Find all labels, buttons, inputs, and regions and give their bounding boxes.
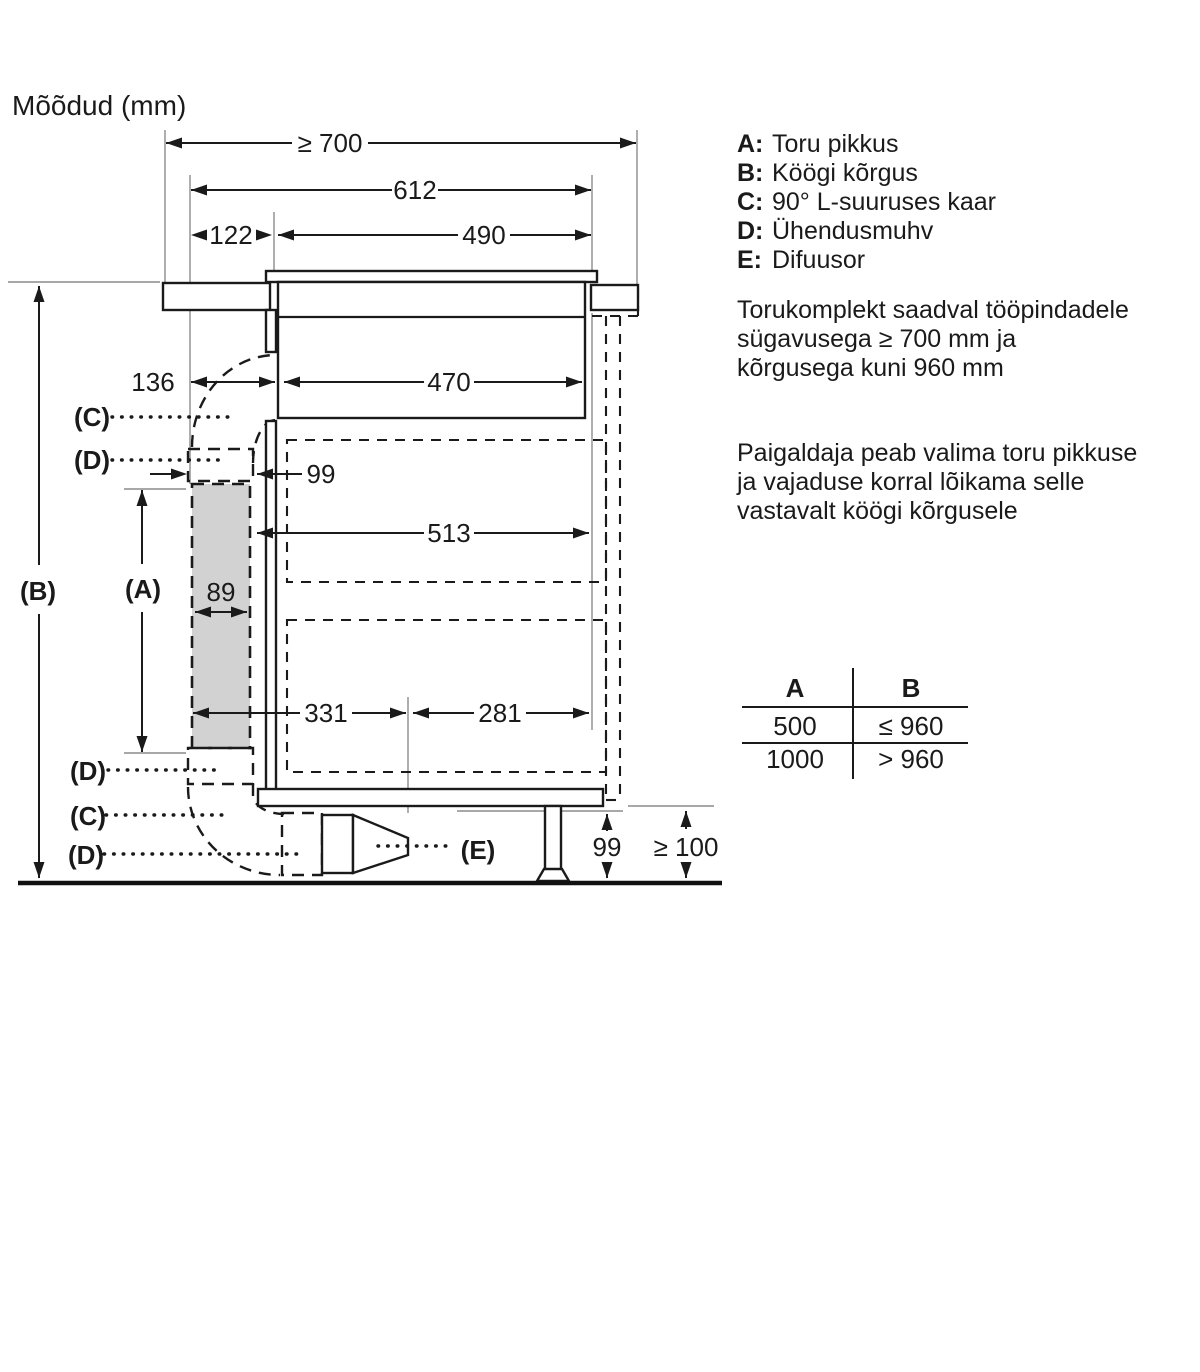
note-installer — [736, 439, 1137, 525]
table-header-a: A — [785, 673, 805, 703]
table-cell: ≤ 960 — [878, 711, 944, 741]
note-line: vastavalt köögi kõrgusele — [737, 497, 1018, 525]
table-header-b: B — [901, 673, 921, 703]
dim-floor-clearance: ≥ 100 — [653, 832, 719, 862]
table-cell: 1000 — [766, 744, 824, 774]
diffuser-connector — [282, 813, 322, 875]
legend-item-b: B: Köögi kõrgus — [737, 159, 918, 187]
dim-hob-body-width: 470 — [427, 367, 471, 397]
lower-drawer-recess — [287, 620, 606, 772]
hob-glass-top — [266, 271, 597, 282]
legend-item-a: A: Toru pikkus — [737, 130, 899, 158]
hob-body — [278, 282, 585, 418]
callout-d-lower: (D) — [67, 840, 105, 870]
legend-item-c: C: 90° L-suuruses kaar — [737, 188, 996, 216]
dim-bottom-left: 331 — [304, 698, 348, 728]
note-line: kõrgusega kuni 960 mm — [737, 354, 1004, 382]
lower-connector — [188, 748, 253, 784]
dim-worktop-depth: ≥ 700 — [297, 128, 363, 158]
duct-tube — [192, 484, 250, 748]
size-table — [742, 668, 968, 779]
upper-bend-outer — [192, 355, 276, 447]
diffuser-body — [322, 815, 353, 873]
table-cell: 500 — [773, 711, 817, 741]
upper-connector — [188, 449, 253, 481]
dim-connector-depth: 99 — [306, 459, 336, 489]
callout-b: (B) — [19, 576, 57, 606]
dim-duct-to-wall: 136 — [131, 367, 175, 397]
legend-item-e: E: Difuusor — [737, 246, 866, 274]
worktop-right — [591, 285, 638, 310]
note-line: Torukomplekt saadval tööpindadele — [737, 296, 1129, 324]
extension-lines — [8, 130, 714, 813]
dim-duct-width: 89 — [206, 577, 236, 607]
cabinet-leg-foot — [537, 869, 569, 881]
callout-a: (A) — [124, 574, 162, 604]
callout-d-upper: (D) — [73, 445, 111, 475]
dim-bottom-right: 281 — [478, 698, 522, 728]
note-line: Paigaldaja peab valima toru pikkuse — [737, 439, 1138, 467]
drawing-title: Mõõdud (mm) — [12, 90, 187, 121]
dim-total-width: 612 — [393, 175, 437, 205]
legend — [737, 130, 996, 274]
table-cell: > 960 — [878, 744, 944, 774]
rear-wall-upper — [266, 310, 276, 352]
cabinet-leg — [545, 806, 561, 870]
note-line: sügavusega ≥ 700 mm ja — [737, 325, 1017, 353]
callout-c-lower: (C) — [69, 801, 107, 831]
legend-item-d: D: Ühendusmuhv — [737, 217, 934, 245]
dim-rear-offset: 122 — [209, 220, 253, 250]
callout-c-upper: (C) — [73, 402, 111, 432]
worktop-and-hob — [18, 271, 722, 883]
dim-diffuser-height: 99 — [592, 832, 622, 862]
dim-cutout-width: 490 — [462, 220, 506, 250]
callout-d-middle: (D) — [69, 756, 107, 786]
note-line: ja vajaduse korral lõikama selle — [737, 468, 1085, 496]
bottom-shelf — [258, 789, 603, 806]
dimension-lines — [34, 138, 692, 879]
diffuser-funnel — [353, 815, 408, 873]
worktop-left — [163, 283, 270, 310]
callout-e: (E) — [460, 835, 496, 865]
note-availability — [737, 296, 1129, 382]
dim-cabinet-depth: 513 — [427, 518, 471, 548]
